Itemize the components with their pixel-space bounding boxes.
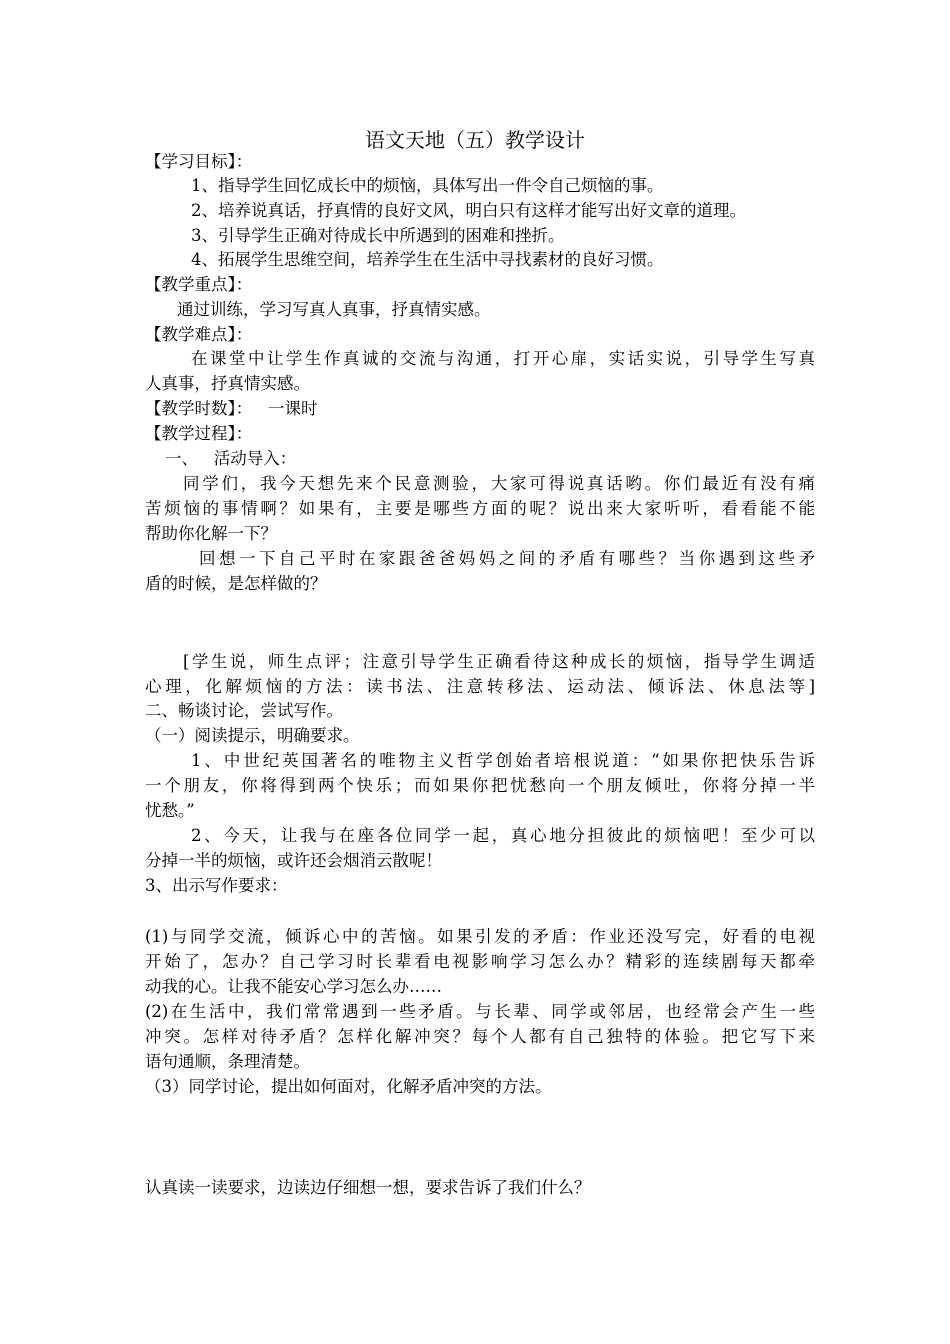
- section-heading: 【教学时数】： 一课时: [145, 399, 318, 418]
- paragraph-line: 帮助你化解一下？: [145, 524, 277, 543]
- section-heading: 【学习目标】：: [145, 152, 253, 171]
- section-heading: 【教学重点】：: [145, 275, 253, 294]
- paragraph-line: 冲突。怎样对待矛盾？怎样化解冲突？每个人都有自己独特的体验。把它写下来: [145, 1027, 815, 1046]
- paragraph-line: 一个朋友，你将得到两个快乐；而如果你把忧愁向一个朋友倾吐，你将分掉一半: [145, 776, 815, 795]
- paragraph-line: 1、中世纪英国著名的唯物主义哲学创始者培根说道：“如果你把快乐告诉: [191, 751, 815, 770]
- section-heading: 【教学难点】：: [145, 325, 253, 344]
- paragraph-line: 分掉一半的烦恼，或许还会烟消云散呢！: [145, 851, 442, 870]
- paragraph-line: 通过训练，学习写真人真事，抒真情实感。: [177, 300, 491, 319]
- paragraph-line: 盾的时候，是怎样做的？: [145, 574, 327, 593]
- paragraph-line: 忧愁。”: [145, 801, 195, 820]
- section-heading: （一）阅读提示，明确要求。: [145, 726, 360, 745]
- section-heading: 3、出示写作要求：: [145, 876, 288, 895]
- paragraph-line: 苦烦恼的事情啊？如果有，主要是哪些方面的呢？说出来大家听听，看看能不能: [145, 499, 815, 518]
- paragraph-line: 回想一下自己平时在家跟爸爸妈妈之间的矛盾有哪些？当你遇到这些矛: [199, 549, 815, 568]
- paragraph-line: 心理，化解烦恼的方法：读书法、注意转移法、运动法、倾诉法、休息法等]: [145, 677, 815, 696]
- paragraph-line: 认真读一读要求，边读边仔细想一想，要求告诉了我们什么？: [145, 1178, 591, 1197]
- paragraph-line: 人真事，抒真情实感。: [145, 374, 310, 393]
- paragraph-line: 在课堂中让学生作真诚的交流与沟通，打开心扉，实话实说，引导学生写真: [191, 349, 815, 368]
- paragraph-line: 同学们，我今天想先来个民意测验，大家可得说真话哟。你们最近有没有痛: [183, 474, 815, 493]
- paragraph-line: 开始了，怎办？自己学习时长辈看电视影响学习怎么办？精彩的连续剧每天都牵: [145, 952, 815, 971]
- document-title: 语文天地（五）教学设计: [365, 128, 585, 152]
- paragraph-line: (2)在生活中，我们常常遇到一些矛盾。与长辈、同学或邻居，也经常会产生一些: [145, 1002, 815, 1021]
- paragraph-line: 2、培养说真话，抒真情的良好文风，明白只有这样才能写出好文章的道理。: [191, 201, 746, 220]
- paragraph-line: 2、今天，让我与在座各位同学一起，真心地分担彼此的烦恼吧！至少可以: [191, 826, 815, 845]
- paragraph-line: 语句通顺，条理清楚。: [145, 1052, 310, 1071]
- paragraph-line: 3、引导学生正确对待成长中所遇到的困难和挫折。: [191, 226, 565, 245]
- section-heading: 【教学过程】：: [145, 424, 253, 443]
- paragraph-line: 4、拓展学生思维空间，培养学生在生活中寻找素材的良好习惯。: [191, 250, 664, 269]
- paragraph-line: [学生说，师生点评；注意引导学生正确看待这种成长的烦恼，指导学生调适: [183, 652, 815, 671]
- paragraph-line: 动我的心。让我不能安心学习怎么办……: [145, 977, 442, 996]
- paragraph-line: 1、指导学生回忆成长中的烦恼，具体写出一件令自己烦恼的事。: [191, 176, 664, 195]
- paragraph-line: （3）同学讨论，提出如何面对，化解矛盾冲突的方法。: [145, 1077, 552, 1096]
- section-heading: 一、 活动导入：: [165, 449, 297, 468]
- section-heading: 二、畅谈讨论，尝试写作。: [145, 701, 343, 720]
- paragraph-line: (1)与同学交流，倾诉心中的苦恼。如果引发的矛盾：作业还没写完，好看的电视: [145, 927, 815, 946]
